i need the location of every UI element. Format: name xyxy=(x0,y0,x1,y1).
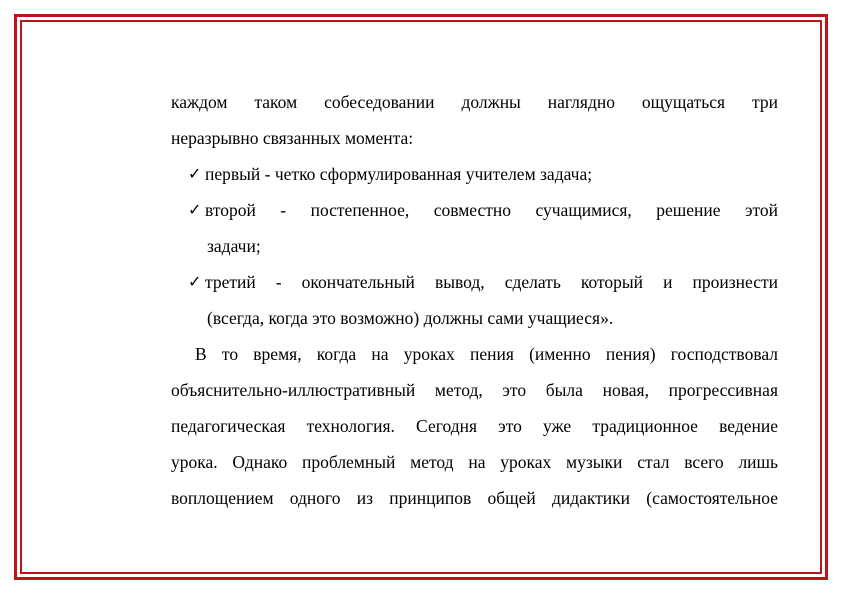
text-line: каждом таком собеседовании должны наглядно ощущаться три xyxy=(171,92,778,112)
text-line: воплощением одного из принципов общей дидактики (самостоятельное xyxy=(171,488,778,508)
checkmark-icon: ✓ xyxy=(188,272,202,291)
text-line: педагогическая технология. Сегодня это уже традиционное ведение xyxy=(171,416,778,436)
bullet-text: второй - постепенное, совместно сучащимися, решение этой xyxy=(205,200,778,220)
bullet-continuation: (всегда, когда это возможно) должны сами учащиеся». xyxy=(207,308,614,328)
paragraph-first-line: В то время, когда на уроках пения (именно пения) господствовал xyxy=(195,344,778,364)
text-line: неразрывно связанных момента: xyxy=(171,128,414,148)
bullet-item-first xyxy=(171,156,778,192)
bullet-item-second xyxy=(171,192,778,228)
bullet-text: первый - четко сформулированная учителем задача; xyxy=(205,164,593,184)
bullet-item-third xyxy=(171,264,778,300)
checkmark-icon: ✓ xyxy=(188,164,202,183)
checkmark-icon: ✓ xyxy=(188,200,202,219)
bullet-continuation: задачи; xyxy=(207,236,261,256)
bullet-text: третий - окончательный вывод, сделать который и произнести xyxy=(205,272,778,292)
text-line: урока. Однако проблемный метод на уроках музыки стал всего лишь xyxy=(171,452,778,472)
text-line: объяснительно-иллюстративный метод, это была новая, прогрессивная xyxy=(171,380,778,400)
document-body xyxy=(171,84,778,516)
